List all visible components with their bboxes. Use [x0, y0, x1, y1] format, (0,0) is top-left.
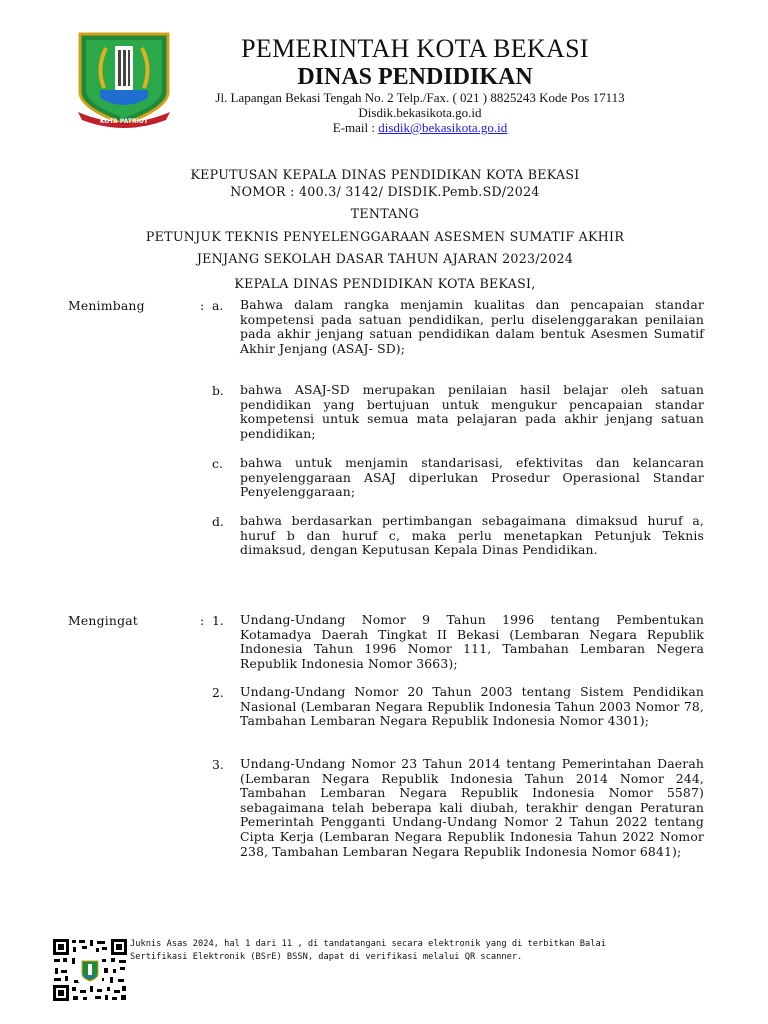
mengingat-mark-3: 3. [212, 757, 224, 772]
menimbang-item-d: bahwa berdasarkan pertimbangan sebagaimana dimaksud huruf a, huruf b dan huruf c, maka perlu menetapkan Petunjuk Teknis dimaksud, dengan Keputusan Kepala Dinas Pendidikan. [240, 513, 704, 558]
office-email-line [160, 120, 680, 135]
mengingat-item-1: Undang-Undang Nomor 9 Tahun 1996 tentang Pembentukan Kotamadya Daerah Tingkat II Bekasi (Lembaran Negara Republik Indonesia Tahun 1996 Nomor 111, Tambahan Lembaran Negera Republik Indonesia Nomor 3663); [240, 612, 704, 671]
letterhead-contact [160, 90, 680, 135]
mengingat-label: Mengingat [68, 613, 138, 628]
menimbang-label: Menimbang [68, 298, 145, 313]
decree-subject-line1: PETUNJUK TEKNIS PENYELENGGARAAN ASESMEN SUMATIF AKHIR [145, 229, 625, 244]
qr-code-icon [52, 938, 128, 1002]
menimbang-item-a: Bahwa dalam rangka menjamin kualitas dan pencapaian standar kompetensi pada satuan pendidikan, perlu diselenggarakan penilaian pada akhir jenjang satuan pendidikan dalam bentuk Asesmen Sumatif Akhir Jenjang (ASAJ- SD); [240, 297, 704, 356]
decree-title: KEPUTUSAN KEPALA DINAS PENDIDIKAN KOTA BEKASI [190, 167, 580, 182]
decree-number: NOMOR : 400.3/ 3142/ DISDIK.Pemb.SD/2024 [230, 184, 540, 199]
menimbang-mark-d: d. [212, 514, 224, 529]
e-signature-note [130, 938, 610, 964]
menimbang-mark-b: b. [212, 383, 224, 398]
mengingat-item-2: Undang-Undang Nomor 20 Tahun 2003 tentang Sistem Pendidikan Nasional (Lembaran Negara Republik Indonesia Tahun 2003 Nomor 78, Tambahan Lembaran Negara Republik Indonesia Nomor 4301); [240, 684, 704, 729]
office-address: Jl. Lapangan Bekasi Tengah No. 2 Telp./Fax. ( 021 ) 8825243 Kode Pos 17113 [215, 90, 625, 105]
e-signature-line1: Juknis Asas 2024, hal 1 dari 11 , di tandatangani secara elektronik yang di terbitkan Balai [130, 939, 606, 949]
menimbang-mark-a: a. [212, 298, 224, 313]
logo-motto: KOTA PATRIOT [99, 118, 149, 125]
menimbang-colon: : [200, 298, 205, 313]
mengingat-mark-2: 2. [212, 685, 224, 700]
menimbang-mark-c: c. [212, 456, 223, 471]
menimbang-item-c: bahwa untuk menjamin standarisasi, efektivitas dan kelancaran penyelenggaraan ASAJ diperlukan Prosedur Operasional Standar Penyelenggaraan; [240, 455, 704, 500]
office-website: Disdik.bekasikota.go.id [358, 105, 482, 120]
email-label: E-mail : [332, 120, 379, 135]
office-name: DINAS PENDIDIKAN [297, 64, 533, 90]
decree-about: TENTANG [350, 206, 420, 221]
menimbang-item-b: bahwa ASAJ-SD merupakan penilaian hasil belajar oleh satuan pendidikan yang bertujuan untuk mengukur pencapaian standar kompetensi untuk semua mata pelajaran pada akhir jenjang satuan pendidikan; [240, 382, 704, 441]
mengingat-mark-1: 1. [212, 613, 224, 628]
government-name: PEMERINTAH KOTA BEKASI [241, 34, 589, 63]
email-link[interactable]: disdik@bekasikota.go.id [378, 120, 508, 135]
e-signature-line2: Sertifikasi Elektronik (BSrE) BSSN, dapat di verifikasi melalui QR scanner. [130, 952, 523, 962]
mengingat-colon: : [200, 613, 205, 628]
decree-authority: KEPALA DINAS PENDIDIKAN KOTA BEKASI, [234, 276, 536, 291]
decree-subject-line2: JENJANG SEKOLAH DASAR TAHUN AJARAN 2023/2024 [196, 251, 574, 266]
mengingat-item-3: Undang-Undang Nomor 23 Tahun 2014 tentang Pemerintahan Daerah (Lembaran Negara Republik Indonesia Tahun 2014 Nomor 244, Tambahan Lembaran Negara Republik Indonesia Nomor 5587) sebagaimana telah beberapa kali diubah, terakhir dengan Peraturan Pemerintah Pengganti Undang-Undang Nomor 2 Tahun 2022 tentang Cipta Kerja (Lembaran Negara Republik Indonesia Tahun 2022 Nomor 238, Tambahan Lembaran Negara Republik Indonesia Nomor 6841); [240, 756, 704, 859]
